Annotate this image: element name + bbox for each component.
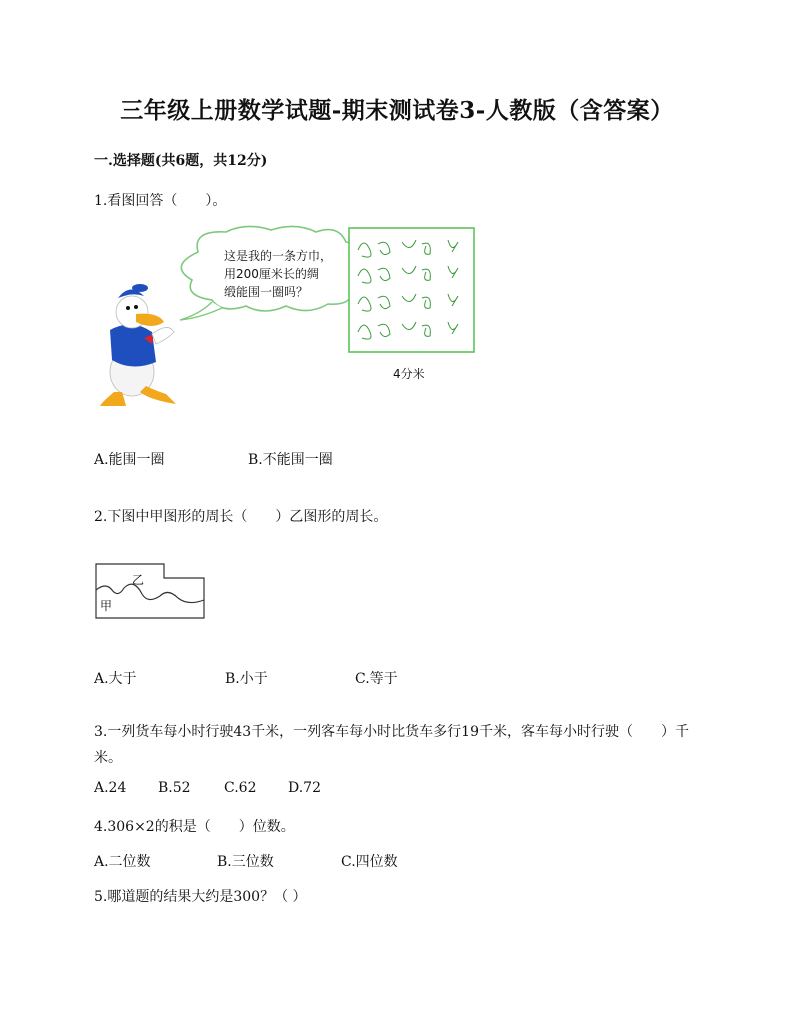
question-1-figure (96, 222, 486, 422)
cartoon-duck-illustration (100, 284, 176, 406)
dividing-curve (96, 584, 204, 602)
label-jia: 甲 (100, 599, 113, 613)
q3-option-b[interactable]: B.52 (158, 780, 191, 796)
q3-option-d[interactable]: D.72 (288, 780, 321, 796)
q4-option-a[interactable]: A.二位数 (94, 854, 151, 870)
section-heading: 一.选择题(共6题，共12分) (94, 153, 268, 169)
q2-option-c[interactable]: C.等于 (355, 671, 398, 687)
question-2-figure (94, 560, 210, 622)
question-4-stem: 4.306×2的积是（ ）位数。 (94, 819, 295, 835)
question-5-stem: 5.哪道题的结果大约是300？（ ） (94, 889, 307, 905)
scarf-square (349, 228, 474, 381)
question-2-stem: 2.下图中甲图形的周长（ ）乙图形的周长。 (94, 509, 388, 525)
q2-option-b[interactable]: B.小于 (225, 671, 268, 687)
q4-option-b[interactable]: B.三位数 (217, 854, 274, 870)
speech-line-1: 这是我的一条方巾， (224, 249, 333, 263)
speech-bubble (180, 226, 363, 320)
q1-option-a[interactable]: A.能围一圈 (94, 452, 165, 468)
square-side-label: 4分米 (393, 367, 425, 381)
speech-line-2: 用200厘米长的绸 (224, 267, 319, 281)
q4-option-c[interactable]: C.四位数 (341, 854, 398, 870)
q2-option-a[interactable]: A.大于 (94, 671, 137, 687)
q3-option-c[interactable]: C.62 (224, 780, 257, 796)
page-title: 三年级上册数学试题-期末测试卷3-人教版（含答案） (120, 97, 674, 124)
q3-option-a[interactable]: A.24 (94, 780, 127, 796)
label-yi: 乙 (132, 573, 145, 587)
q1-option-b[interactable]: B.不能围一圈 (248, 452, 333, 468)
speech-line-3: 缎能围一圈吗？ (224, 285, 309, 299)
question-1-stem: 1.看图回答（ ）。 (94, 193, 227, 209)
question-3-stem: 3.一列货车每小时行驶43千米，一列客车每小时比货车多行19千米，客车每小时行驶（ ）千米。 (94, 724, 689, 766)
